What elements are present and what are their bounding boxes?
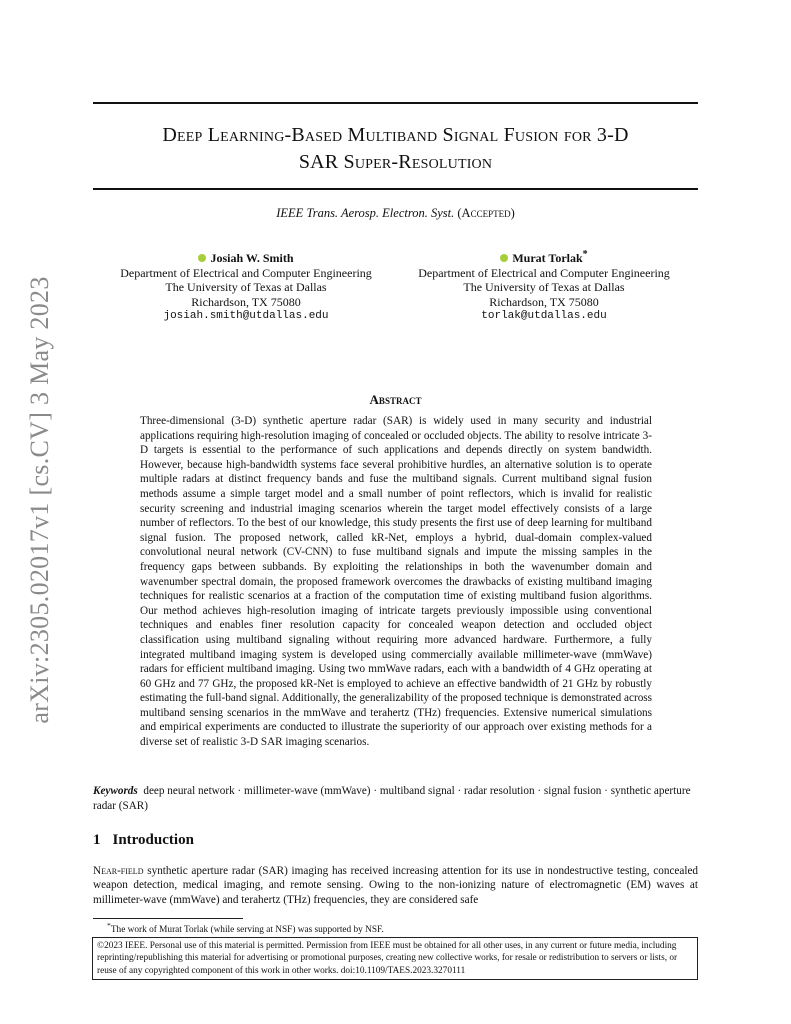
section-number: 1 xyxy=(93,832,101,848)
acceptance-status: (Accepted) xyxy=(457,206,515,220)
title-rule-bottom xyxy=(93,188,698,190)
author-university: The University of Texas at Dallas xyxy=(165,280,327,294)
intro-text: synthetic aperture radar (SAR) imaging has received increasing attention for its use in nondestructive testing, concealed weapon detection, medical imaging, and remote sensing. Owing to the non-ionizing nature of electromagnetic (EM) waves at millimeter-wave (mmWave) and terahertz (THz) frequencies, they are considered safe xyxy=(93,865,699,906)
author-affiliation: Department of Electrical and Computer Engineering xyxy=(120,265,372,280)
author-block-1 xyxy=(96,248,396,324)
intro-paragraph xyxy=(93,864,698,907)
footnote-text: The work of Murat Torlak (while serving at NSF) was supported by NSF. xyxy=(110,925,384,936)
keywords-label: Keywords xyxy=(93,785,138,797)
title-line-2: SAR Super-Resolution xyxy=(298,151,493,173)
abstract-text: Three-dimensional (3-D) synthetic aperture radar (SAR) is widely used in many security and industrial applications requiring high-resolution imaging of concealed or occluded objects. The ability to resolve intricate 3-D targets is essential to the performance of such applications and depends directly on system bandwidth. However, because high-bandwidth systems face several prohibitive hurdles, an alternative solution is to operate multiple radars at distinct frequency bands and fuse the multiband signals. Current multiband signal fusion methods assume a simple target model and a small number of point reflectors, which is invalid for realistic security screening and industrial imaging scenarios wherein the target model effectively consists of a large number of reflectors. To the best of our knowledge, this study presents the first use of deep learning for multiband signal fusion. The proposed network, called kR-Net, employs a hybrid, dual-domain complex-valued convolutional neural network (CV-CNN) to fuse multiband signals and impute the missing samples in the frequency gaps between subbands. By exploiting the relationships in both the wavenumber domain and wavenumber spectral domain, the proposed framework overcomes the drawbacks of existing multiband imaging techniques for realistic scenarios at a fraction of the computation time of existing multiband fusion algorithms. Our method achieves high-resolution imaging of intricate targets previously impossible using conventional techniques and enables finer resolution capacity for concealed weapon detection and occluded object classification using multiband signaling without requiring more advanced hardware. Furthermore, a fully integrated multiband imaging system is developed using commercially available millimeter-wave (mmWave) radars for efficient multiband imaging. Using two mmWave radars, each with a bandwidth of 4 GHz operating at 60 GHz and 77 GHz, the proposed kR-Net is employed to achieve an effective bandwidth of 21 GHz by robustly estimating the full-band signal. Additionally, the generalizability of the proposed technique is demonstrated across multiband sensing scenarios in the mmWave and terahertz (THz) frequencies. Extensive numerical simulations and empirical experiments are conducted to illustrate the superiority of our approach over existing methods for a diverse set of realistic 3-D SAR imaging scenarios. xyxy=(140,415,652,749)
keywords xyxy=(93,784,698,813)
journal-name: IEEE Trans. Aerosp. Electron. Syst. xyxy=(276,206,455,220)
footnote xyxy=(93,921,384,935)
title-line-1: Deep Learning-Based Multiband Signal Fusion for 3-D xyxy=(162,124,629,146)
orcid-icon[interactable] xyxy=(198,254,206,262)
author-university: The University of Texas at Dallas xyxy=(463,280,625,294)
author-email[interactable]: torlak@utdallas.edu xyxy=(481,310,607,322)
author-location: Richardson, TX 75080 xyxy=(489,294,599,309)
copyright-notice: ©2023 IEEE. Personal use of this material is permitted. Permission from IEEE must be obtained for all other uses, in any current or future media, including reprinting/republishing this material for advertising or promotional purposes, creating new collective works, for resale or redistribution to servers or lists, or reuse of any copyrighted component of this work in other works. doi:10.1109/TAES.2023.3270111 xyxy=(92,937,698,980)
orcid-icon[interactable] xyxy=(500,254,508,262)
arxiv-identifier: arXiv:2305.02017v1 [cs.CV] 3 May 2023 xyxy=(25,276,54,724)
author-location: Richardson, TX 75080 xyxy=(191,294,301,309)
author-name: Murat Torlak* xyxy=(394,248,694,266)
keywords-text: deep neural network · millimeter-wave (mmWave) · multiband signal · radar resolution · signal fusion · synthetic aperture radar (SAR) xyxy=(93,785,691,812)
section-title: Introduction xyxy=(112,832,194,848)
abstract-heading: Abstract xyxy=(369,392,422,407)
venue-line xyxy=(93,206,698,221)
title-rule-top xyxy=(93,102,698,104)
footnote-marker: * xyxy=(107,921,111,930)
footnote-rule xyxy=(93,918,243,919)
section-heading xyxy=(93,832,194,849)
author-email[interactable]: josiah.smith@utdallas.edu xyxy=(163,310,329,322)
intro-lead: Near-field xyxy=(93,865,144,877)
author-affiliation: Department of Electrical and Computer Engineering xyxy=(418,265,670,280)
author-block-2 xyxy=(394,248,694,324)
paper-title xyxy=(93,122,698,176)
author-name: Josiah W. Smith xyxy=(96,248,396,266)
